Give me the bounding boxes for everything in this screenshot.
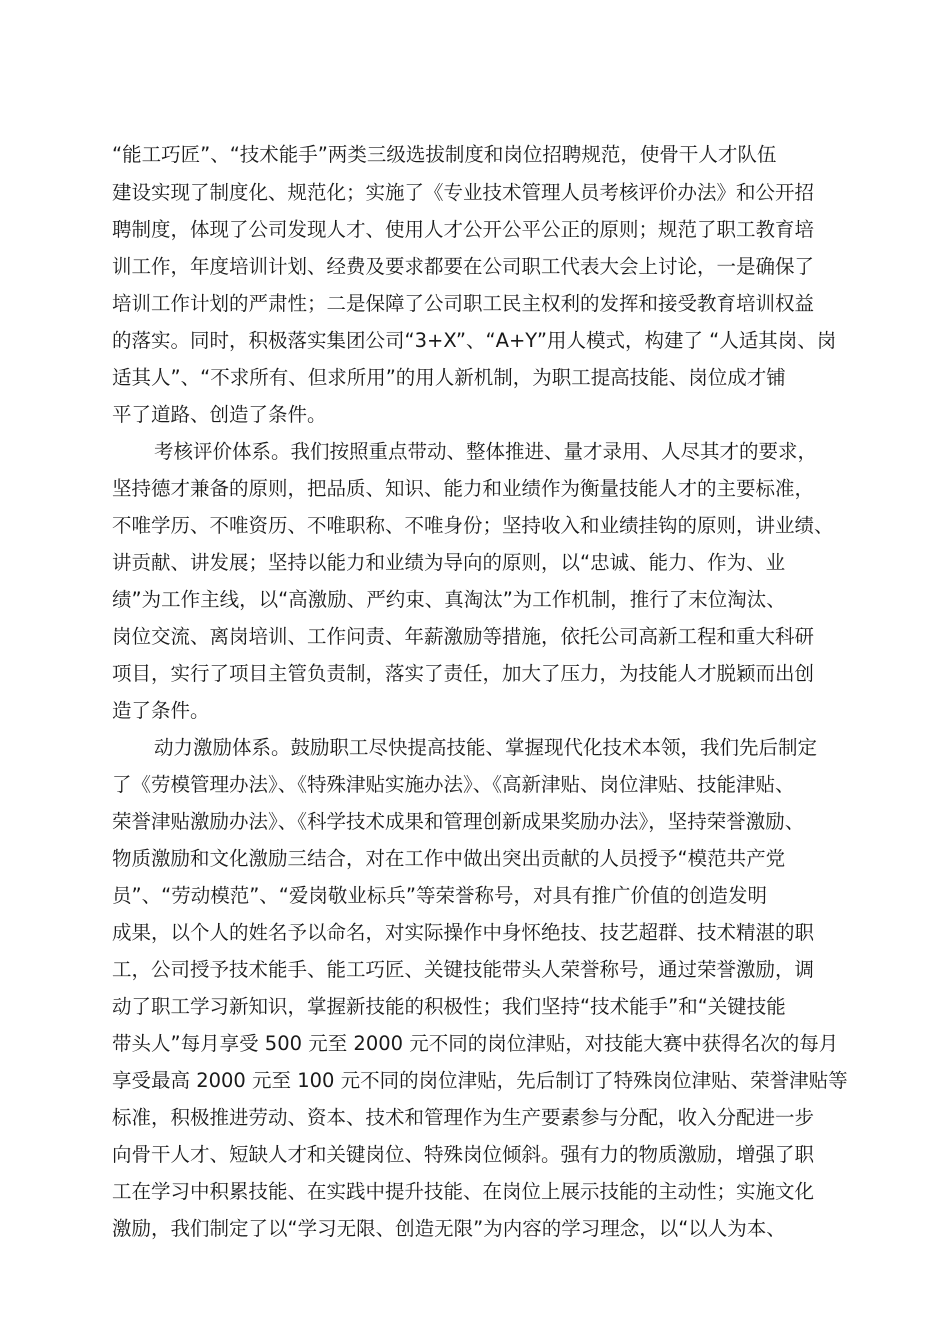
paragraph-3-line-7: 工，公司授予技术能手、能工巧匠、关键技能带头人荣誉称号，通过荣誉激励，调 <box>112 958 815 981</box>
paragraph-1-line-3: 聘制度，体现了公司发现人才、使用人才公开公平公正的原则；规范了职工教育培 <box>112 218 815 241</box>
paragraph-2-line-2: 坚持德才兼备的原则，把品质、知识、能力和业绩作为衡量技能人才的主要标准， <box>112 477 815 500</box>
paragraph-2-line-6: 岗位交流、离岗培训、工作问责、年薪激励等措施，依托公司高新工程和重大科研 <box>112 625 815 648</box>
paragraph-2-line-3: 不唯学历、不唯资历、不唯职称、不唯身份；坚持收入和业绩挂钩的原则，讲业绩、 <box>112 514 834 537</box>
paragraph-3-line-1: 动力激励体系。鼓励职工尽快提高技能、掌握现代化技术本领，我们先后制定 <box>154 736 818 759</box>
paragraph-2-line-1: 考核评价体系。我们按照重点带动、整体推进、量才录用、人尽其才的要求， <box>154 440 818 463</box>
paragraph-3-line-14: 激励，我们制定了以“学习无限、创造无限”为内容的学习理念，以“以人为本、 <box>112 1217 786 1240</box>
paragraph-2-line-7: 项目，实行了项目主管负责制，落实了责任，加大了压力，为技能人才脱颖而出创 <box>112 662 815 685</box>
paragraph-3-line-4: 物质激励和文化激励三结合，对在工作中做出突出贡献的人员授予“模范共产党 <box>112 847 786 870</box>
paragraph-3-line-6: 成果，以个人的姓名予以命名，对实际操作中身怀绝技、技艺超群、技术精湛的职 <box>112 921 815 944</box>
paragraph-3-line-2: 了《劳模管理办法》、《特殊津贴实施办法》、《高新津贴、岗位津贴、技能津贴、 <box>112 773 795 796</box>
paragraph-3-line-10: 享受最高 2000 元至 100 元不同的岗位津贴，先后制订了特殊岗位津贴、荣誉津贴等 <box>112 1069 848 1092</box>
paragraph-3-line-13: 工在学习中积累技能、在实践中提升技能、在岗位上展示技能的主动性；实施文化 <box>112 1180 815 1203</box>
paragraph-1-line-8: 平了道路、创造了条件。 <box>112 403 327 426</box>
paragraph-3-line-8: 动了职工学习新知识，掌握新技能的积极性；我们坚持“技术能手”和“关键技能 <box>112 995 786 1018</box>
paragraph-2-line-8: 造了条件。 <box>112 699 210 722</box>
paragraph-1-line-1: “能工巧匠”、“技术能手”两类三级选拔制度和岗位招聘规范，使骨干人才队伍 <box>112 143 777 166</box>
paragraph-1-line-7: 适其人”、“不求所有、但求所用”的用人新机制，为职工提高技能、岗位成才铺 <box>112 366 786 389</box>
paragraph-3-line-5: 员”、“劳动模范”、“爱岗敬业标兵”等荣誉称号，对具有推广价值的创造发明 <box>112 884 768 907</box>
paragraph-2-line-5: 绩”为工作主线，以“高激励、严约束、真淘汰”为工作机制，推行了末位淘汰、 <box>112 588 786 611</box>
paragraph-3-line-11: 标准，积极推进劳动、资本、技术和管理作为生产要素参与分配，收入分配进一步 <box>112 1106 815 1129</box>
paragraph-1-line-5: 培训工作计划的严肃性；二是保障了公司职工民主权利的发挥和接受教育培训权益 <box>112 292 815 315</box>
paragraph-3-line-12: 向骨干人才、短缺人才和关键岗位、特殊岗位倾斜。强有力的物质激励，增强了职 <box>112 1143 815 1166</box>
paragraph-3-line-3: 荣誉津贴激励办法》、《科学技术成果和管理创新成果奖励办法》，坚持荣誉激励、 <box>112 810 805 833</box>
paragraph-2-line-4: 讲贡献、讲发展；坚持以能力和业绩为导向的原则，以“忠诚、能力、作为、业 <box>112 551 786 574</box>
paragraph-1-line-2: 建设实现了制度化、规范化；实施了《专业技术管理人员考核评价办法》和公开招 <box>112 181 815 204</box>
paragraph-1-line-6: 的落实。同时，积极落实集团公司“3+X”、“A+Y”用人模式，构建了 “人适其岗、岗 <box>112 329 837 352</box>
paragraph-1-line-4: 训工作，年度培训计划、经费及要求都要在公司职工代表大会上讨论，一是确保了 <box>112 255 815 278</box>
paragraph-3-line-9: 带头人”每月享受 500 元至 2000 元不同的岗位津贴，对技能大赛中获得名次的每月 <box>112 1032 839 1055</box>
